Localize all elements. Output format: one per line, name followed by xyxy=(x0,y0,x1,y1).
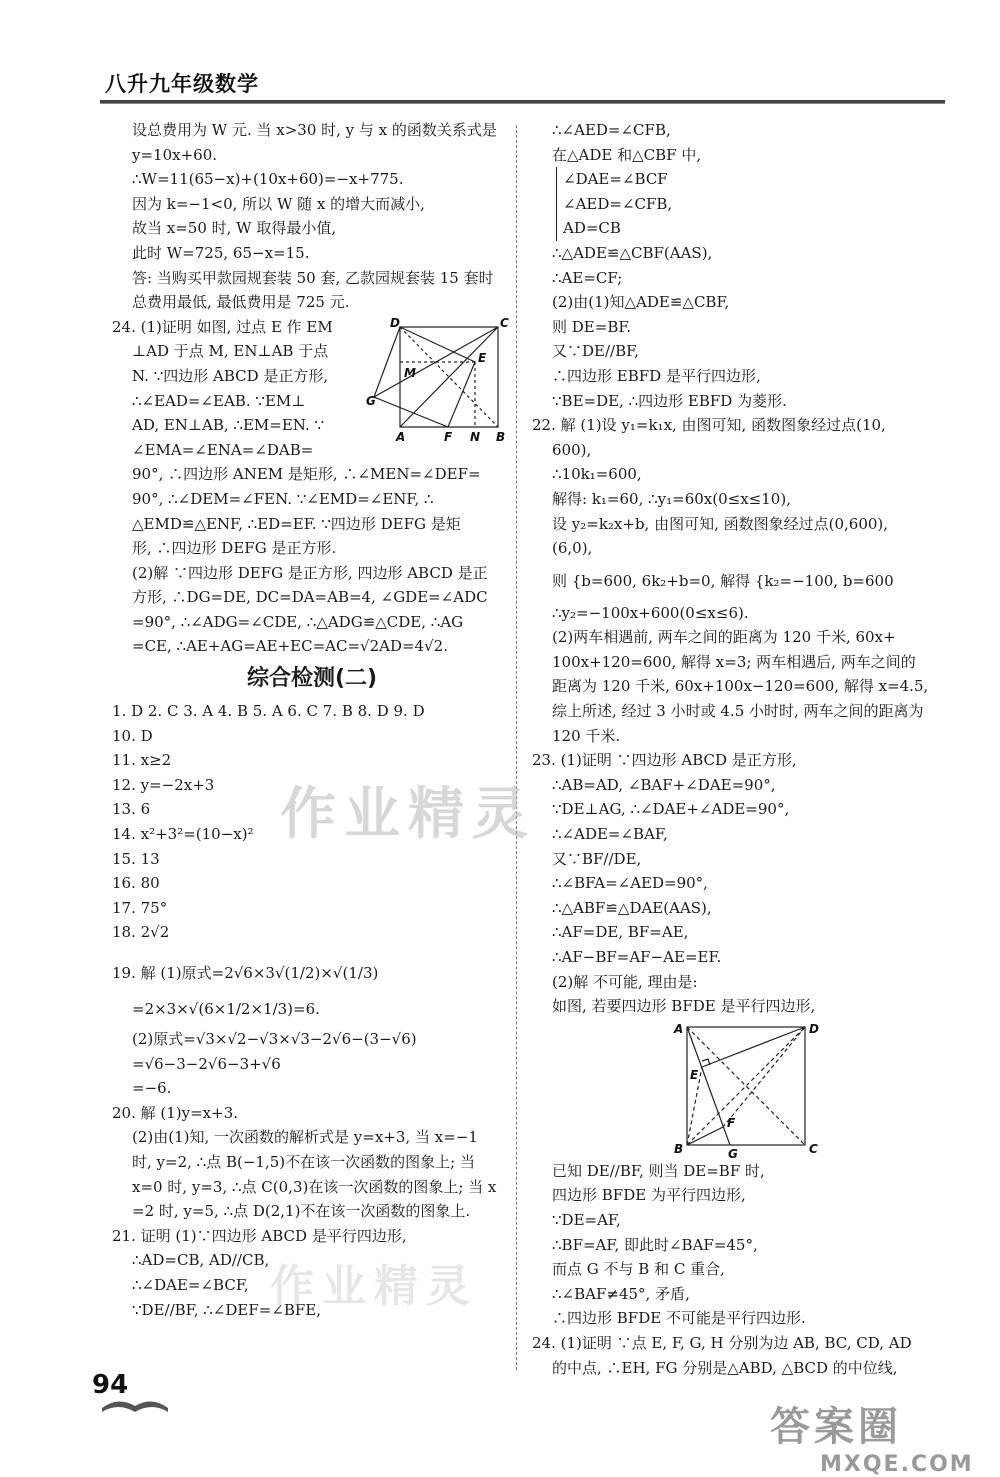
figure-square-abcd-2 xyxy=(532,1019,952,1159)
text-line: ∴∠BFA=∠AED=90°, xyxy=(552,874,708,893)
fig1-label-d: D xyxy=(390,315,400,330)
text-line: 24. (1)证明 ∵点 E, F, G, H 分别为边 AB, BC, CD, AD xyxy=(532,1333,912,1352)
brace-line: ∠AED=∠CFB, xyxy=(556,192,952,217)
text-line: ∴∠DAE=∠BCF, xyxy=(132,1275,249,1294)
fig2-label-g: G xyxy=(728,1146,738,1161)
text-line: 设总费用为 W 元. 当 x>30 时, y 与 x 的函数关系式是 xyxy=(132,121,497,139)
line-ag xyxy=(687,1027,730,1145)
text-line: △EMD≌△ENF, ∴ED=EF. ∵四边形 DEFG 是矩 xyxy=(132,514,461,533)
answer-line: 15. 13 xyxy=(112,849,160,868)
text-line: 总费用最低, 最低费用是 725 元. xyxy=(132,293,350,312)
text-line: y=10x+60. xyxy=(132,145,218,164)
text-line: 解得: k₁=60, ∴y₁=60x(0≤x≤10), xyxy=(552,489,791,508)
text-line: ∴AE=CF; xyxy=(552,268,623,287)
watermark: 作业精灵 xyxy=(270,1261,478,1312)
text-line: ∠EMA=∠ENA=∠DAB= xyxy=(132,440,314,459)
text-line: 24. (1)证明 如图, 过点 E 作 EM xyxy=(112,317,333,336)
text-line: 则 {b=600, 6k₂+b=0, 解得 {k₂=−100, b=600 xyxy=(552,571,894,590)
text-line: 设 y₂=k₂x+b, 由图可知, 函数图象经过点(0,600), xyxy=(552,514,889,533)
text-line: ∴△ADE≌△CBF(AAS), xyxy=(552,243,713,262)
site-logo xyxy=(770,1395,974,1477)
text-line: 四边形 BFDE 为平行四边形, xyxy=(552,1186,746,1205)
text-line: 90°, ∴∠DEM=∠FEN. ∵∠EMD=∠ENF, ∴ xyxy=(132,489,434,508)
text-line: 时, y=2, ∴点 B(−1,5)不在该一次函数的图象上; 当 xyxy=(132,1152,475,1171)
fig1-label-e: E xyxy=(478,350,487,365)
line-df xyxy=(723,1027,805,1127)
text-line: 21. 证明 (1)∵四边形 ABCD 是平行四边形, xyxy=(112,1226,407,1245)
text-line: 22. 解 (1)设 y₁=k₁x, 由图可知, 函数图象经过点(10, xyxy=(532,416,886,435)
fig2-label-d: D xyxy=(809,1021,819,1036)
text-line: 600), xyxy=(552,440,592,459)
text-line: (2)由(1)知△ADE≌△CBF, xyxy=(552,293,730,312)
text-line: 20. 解 (1)y=x+3. xyxy=(112,1103,239,1122)
text-line: (2)由(1)知, 一次函数的解析式是 y=x+3, 当 x=−1 xyxy=(132,1128,478,1147)
text-line: ∵DE=AF, xyxy=(552,1210,621,1229)
fig2-label-c: C xyxy=(809,1141,818,1156)
fig1-label-a: A xyxy=(396,429,406,444)
text-line: ∴AD=CB, AD//CB, xyxy=(132,1251,270,1270)
text-line: 而点 G 不与 B 和 C 重合, xyxy=(552,1260,725,1279)
line-bf xyxy=(687,1127,723,1145)
watermark: 作业精灵 xyxy=(280,782,536,847)
square-defg xyxy=(374,327,475,427)
text-line: ∵BE=DE, ∴四边形 EBFD 为菱形. xyxy=(552,391,787,410)
text-line: =CE, ∴AE+AG=AE+EC=AC=√2AD=4√2. xyxy=(132,637,448,656)
text-line: (2)解 不可能, 理由是: xyxy=(552,972,698,991)
text-line: 120 千米. xyxy=(552,726,621,745)
text-line: ∴∠ADE=∠BAF, xyxy=(552,825,668,844)
text-line: 的中点, ∴EH, FG 分别是△ABD, △BCD 的中位线, xyxy=(552,1358,898,1377)
text-line: 此时 W=725, 65−x=15. xyxy=(132,243,310,262)
line-de xyxy=(702,1027,805,1067)
fig1-label-g: G xyxy=(366,393,376,408)
text-line: ∴∠AED=∠CFB, xyxy=(552,121,671,139)
figure-square-abcd xyxy=(366,315,510,447)
text-line: =−6. xyxy=(132,1079,172,1098)
text-line: AD, EN⊥AB, ∴EM=EN. ∵ xyxy=(132,416,325,435)
text-line: =90°, ∴∠ADG=∠CDE, ∴△ADG≌△CDE, ∴AG xyxy=(132,612,464,631)
text-line: 如图, 若要四边形 BFDE 是平行四边形, xyxy=(552,997,816,1016)
right-column xyxy=(532,118,952,1380)
text-line: 答: 当购买甲款园规套装 50 套, 乙款园规套装 15 套时 xyxy=(132,268,494,287)
text-line: 又∵DE//BF, xyxy=(552,342,639,361)
text-line: ⊥AD 于点 M, EN⊥AB 于点 xyxy=(132,342,329,361)
text-line: ∴∠BAF≠45°, 矛盾, xyxy=(552,1284,690,1303)
answer-line: 12. y=−2x+3 xyxy=(112,775,215,794)
text-line: ∴AF=DE, BF=AE, xyxy=(552,923,689,942)
text-line: 方形, ∴DG=DE, DC=DA=AB=4, ∠GDE=∠ADC xyxy=(132,588,488,607)
answer-line: 1. D 2. C 3. A 4. B 5. A 6. C 7. B 8. D 9. D xyxy=(112,702,425,721)
text-line: (6,0), xyxy=(552,539,593,558)
text-line: 又∵BF//DE, xyxy=(552,849,642,868)
text-line: ∵DE⊥AG, ∴∠DAE+∠ADE=90°, xyxy=(552,800,790,819)
fig1-label-c: C xyxy=(500,315,509,330)
text-line: ∴BF=AF, 即此时∠BAF=45°, xyxy=(552,1235,758,1254)
text-line: (2)解 ∵四边形 DEFG 是正方形, 四边形 ABCD 是正 xyxy=(132,563,488,582)
answer-line: 17. 75° xyxy=(112,898,168,917)
fig1-label-n: N xyxy=(470,429,481,444)
text-line: ∵DE//BF, ∴∠DEF=∠BFE, xyxy=(132,1300,322,1319)
section-title: 综合检测(二) xyxy=(246,666,378,692)
fig1-label-m: M xyxy=(404,365,416,380)
answer-line: 11. x≥2 xyxy=(112,751,172,770)
fig2-label-b: B xyxy=(674,1141,684,1156)
text-line: N. ∵四边形 ABCD 是正方形, xyxy=(132,366,329,385)
text-line: (2)原式=√3×√2−√3×√3−2√6−(3−√6) xyxy=(132,1030,417,1048)
column-divider xyxy=(516,125,517,1370)
text-line: ∴AB=AD, ∠BAF+∠DAE=90°, xyxy=(552,775,776,794)
text-line: =2×3×√(6×1/2×1/3)=6. xyxy=(132,1000,320,1018)
text-line: 23. (1)证明 ∵四边形 ABCD 是正方形, xyxy=(532,751,797,770)
logo-text: 答案圈 xyxy=(770,1404,902,1450)
fig2-label-e: E xyxy=(690,1067,699,1082)
text-line: 90°, ∴四边形 ANEM 是矩形, ∴∠MEN=∠DEF= xyxy=(132,465,481,484)
answer-line: 14. x²+3²=(10−x)² xyxy=(112,825,254,844)
text-line: 故当 x=50 时, W 取得最小值, xyxy=(132,219,337,238)
text-line: =2 时, y=5, ∴点 D(2,1)不在该一次函数的图象上. xyxy=(132,1202,471,1221)
answer-line: 16. 80 xyxy=(112,874,160,893)
text-line: (2)两车相遇前, 两车之间的距离为 120 千米, 60x+ xyxy=(552,628,896,647)
text-line: ∴四边形 BFDE 不可能是平行四边形. xyxy=(552,1309,806,1328)
text-line: 19. 解 (1)原式=2√6×3√(1/2)×√(1/3) xyxy=(112,964,379,982)
brace-line: AD=CB xyxy=(556,216,952,241)
answer-line: 10. D xyxy=(112,726,153,745)
text-line: ∴W=11(65−x)+(10x+60)=−x+775. xyxy=(132,170,404,189)
text-line: 在△ADE 和△CBF 中, xyxy=(552,145,702,164)
fig1-label-b: B xyxy=(496,429,506,444)
left-column xyxy=(112,118,512,1322)
answer-line: 18. 2√2 xyxy=(112,923,170,942)
text-line: 因为 k=−1<0, 所以 W 随 x 的增大而减小, xyxy=(132,194,425,213)
text-line: 则 DE=BF. xyxy=(552,317,632,336)
fig2-label-f: F xyxy=(727,1115,736,1130)
answer-line: 13. 6 xyxy=(112,800,151,819)
q24-block xyxy=(112,315,512,659)
header-rule xyxy=(100,100,945,104)
logo-url: MXQE.COM xyxy=(820,1452,974,1477)
text-line: ∴y₂=−100x+600(0≤x≤6). xyxy=(552,603,749,622)
text-line: =√6−3−2√6−3+√6 xyxy=(132,1054,281,1073)
text-line: 100x+120=600, 解得 x=3; 两车相遇后, 两车之间的 xyxy=(552,652,916,671)
text-line: ∴∠EAD=∠EAB. ∵EM⊥ xyxy=(132,391,306,410)
text-line: x=0 时, y=3, ∴点 C(0,3)在该一次函数的图象上; 当 x xyxy=(132,1177,497,1196)
fig1-label-f: F xyxy=(444,429,453,444)
book-icon xyxy=(100,1386,170,1416)
text-line: ∴10k₁=600, xyxy=(552,465,642,484)
spacer xyxy=(112,945,512,955)
text-line: 形, ∴四边形 DEFG 是正方形. xyxy=(132,539,337,558)
text-line: 综上所述, 经过 3 小时或 4.5 小时时, 两车之间的距离为 xyxy=(552,702,924,721)
text-line: ∴四边形 EBFD 是平行四边形, xyxy=(552,366,761,385)
text-line: 已知 DE//BF, 则当 DE=BF 时, xyxy=(552,1161,765,1180)
header-title: 八升九年级数学 xyxy=(105,72,259,96)
fig2-label-a: A xyxy=(674,1021,684,1036)
page-number: 94 xyxy=(92,1370,129,1400)
text-line: 距离为 120 千米, 60x+100x−120=600, 解得 x=4.5, xyxy=(552,677,929,696)
text-line: ∴△ABF≌△DAE(AAS), xyxy=(552,898,712,917)
brace-line: ∠DAE=∠BCF xyxy=(556,167,952,192)
text-line: ∴AF−BF=AF−AE=EF. xyxy=(552,948,722,966)
